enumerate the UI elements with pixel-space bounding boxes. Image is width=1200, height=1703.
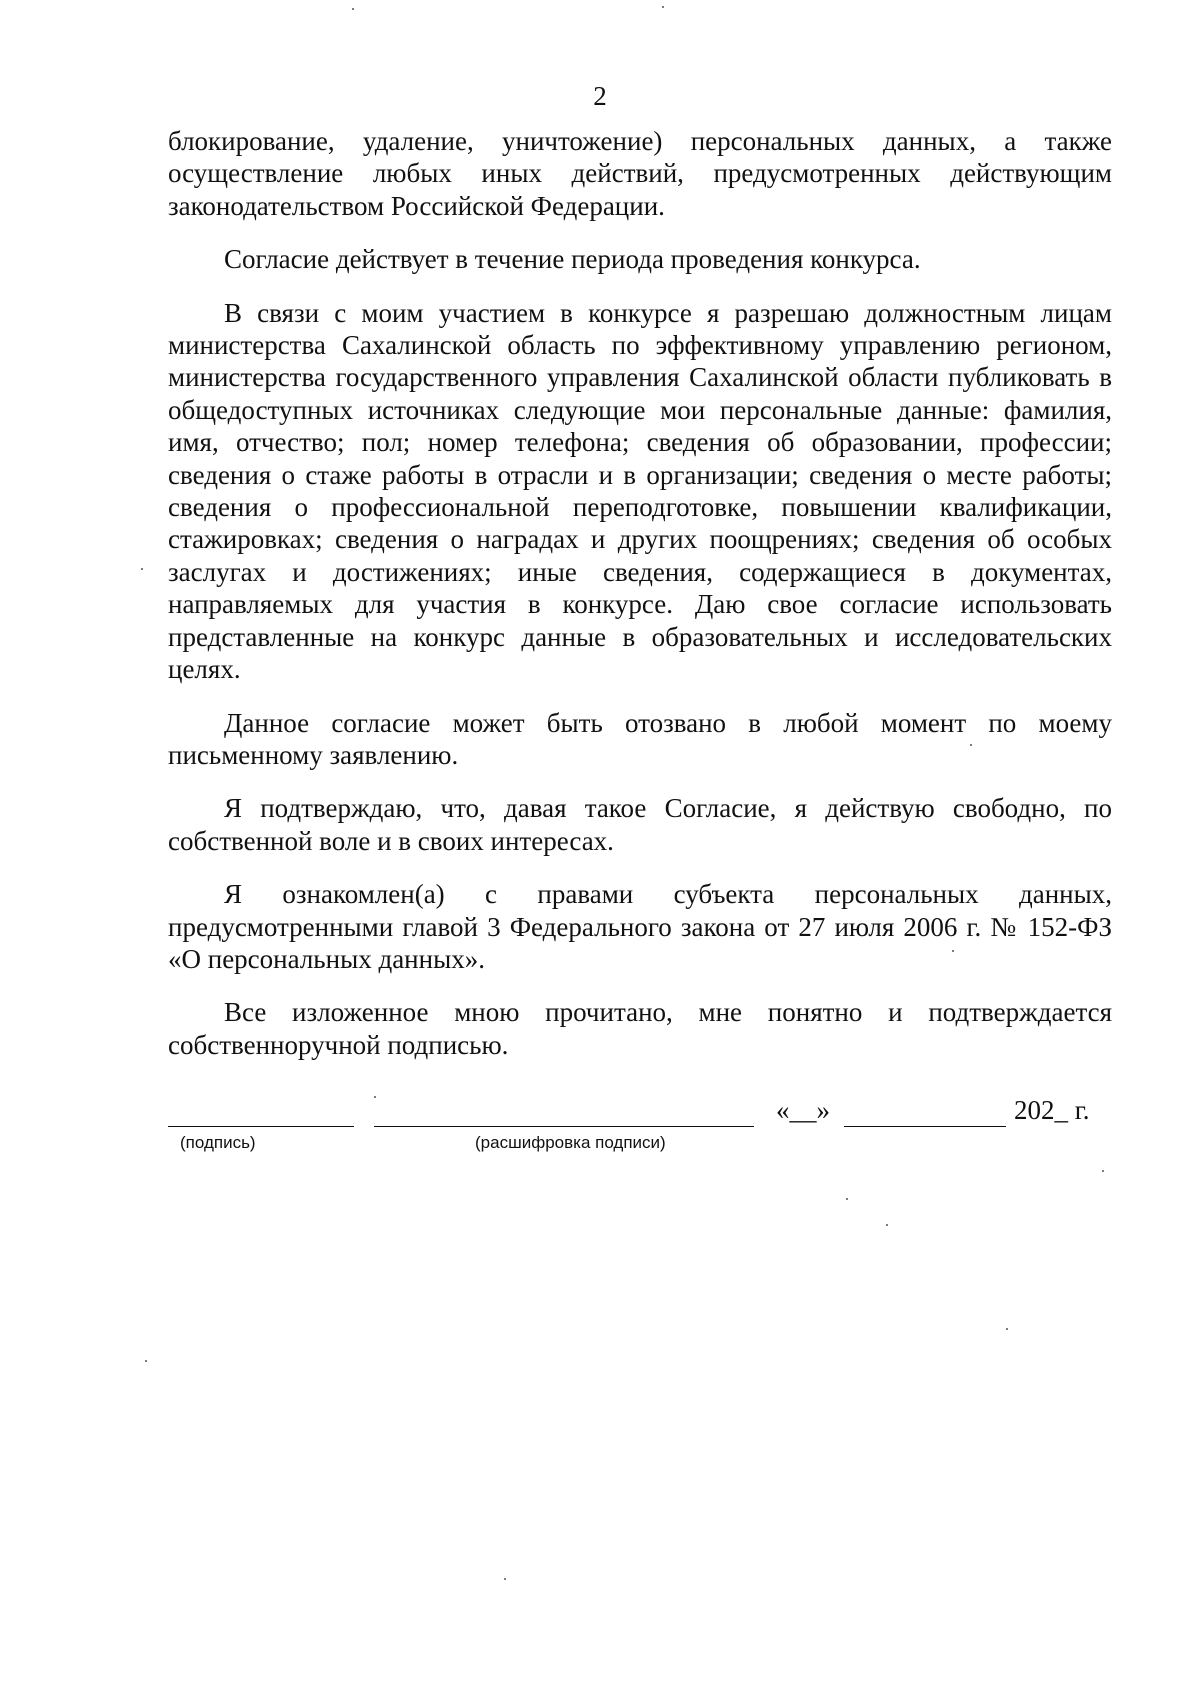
paragraph-validity-period: Согласие действует в течение периода проведения конкурса.	[224, 244, 921, 275]
date-month-line[interactable]	[844, 1126, 1006, 1127]
paragraph-free-will: Я подтверждаю, что, давая такое Согласие, я действую свободно, по собственной воле и в своих интересах.	[168, 793, 1112, 856]
date-year-field[interactable]: 202_ г.	[1014, 1095, 1090, 1125]
scan-speck	[1006, 1328, 1008, 1330]
date-day-field[interactable]: «__»	[776, 1095, 830, 1125]
signature-decoding-line[interactable]	[374, 1126, 754, 1127]
scan-speck	[970, 744, 972, 746]
signature-caption: (подпись)	[180, 1133, 256, 1152]
signature-line[interactable]	[168, 1126, 354, 1127]
paragraph-confirmation: Все изложенное мною прочитано, мне понятно и подтверждается собственноручной подписью.	[168, 997, 1112, 1060]
consent-text	[168, 125, 1112, 1082]
scan-speck	[886, 1224, 888, 1226]
scan-speck	[846, 1198, 848, 1200]
signature-block	[168, 1094, 1112, 1154]
scan-speck	[662, 6, 664, 8]
scan-speck	[952, 950, 954, 952]
paragraph-rights-acknowledgement: Я ознакомлен(а) с правами субъекта персональных данных, предусмотренными главой 3 Федерального закона от 27 июля 2006 г. № 152-ФЗ «О персональных данных».	[168, 879, 1112, 974]
scan-speck	[374, 1096, 376, 1098]
scan-speck	[1102, 1170, 1104, 1172]
scan-speck	[504, 1578, 506, 1580]
paragraph-continuation: блокирование, удаление, уничтожение) персональных данных, а также осуществление любых иных действий, предусмотренных действующим законодательством Российской Федерации.	[168, 126, 1112, 221]
scan-speck	[141, 568, 143, 570]
paragraph-revocation: Данное согласие может быть отозвано в любой момент по моему письменному заявлению.	[168, 707, 1112, 770]
scan-speck	[352, 8, 354, 10]
paragraph-publication-consent: В связи с моим участием в конкурсе я разрешаю должностным лицам министерства Сахалинской область по эффективному управлению регионом, министерства государственного управления Сахалинской области публиковать в общедоступных источниках следующие мои персональные данные: фамилия, имя, отчество; пол; номер телефона; сведения об образовании, профессии; сведения о стаже работы в отрасли и в организации; сведения о месте работы; сведения о профессиональной переподготовке, повышении квалификации, стажировках; сведения о наградах и других поощрениях; сведения об особых заслугах и достижениях; иные сведения, содержащиеся в документах, направляемых для участия в конкурсе. Даю свое согласие использовать представленные на конкурс данные в образовательных и исследовательских целях.	[168, 297, 1112, 685]
scan-speck	[145, 1360, 147, 1362]
signature-decoding-caption: (расшифровка подписи)	[475, 1133, 666, 1152]
page-number: 2	[593, 81, 607, 111]
